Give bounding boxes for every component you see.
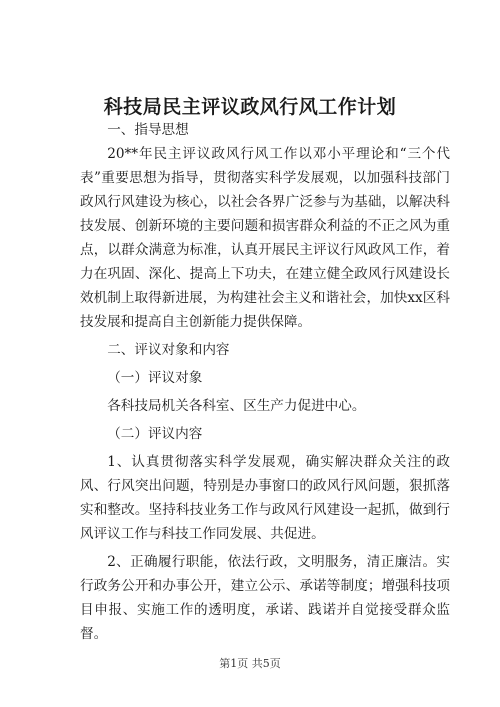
section-heading-guiding-ideology: 一、指导思想 [107,122,189,138]
subheading-review-objects: （一）评议对象 [107,370,203,386]
list-item-1: 1、认真贯彻落实科学发展观，确实解决群众关注的政风、行风突出问题，特别是办事窗口的政风行风问题，狠抓落实和整改。坚持科技业务工作与政风行风建设一起抓，做到行风评议工作与科技工作同发展、共促进。 [80,454,450,542]
document-body [80,118,450,646]
subheading-review-content: （二）评议内容 [107,426,203,442]
paragraph-guiding-ideology: 20**年民主评议政风行风工作以邓小平理论和“三个代表”重要思想为指导，贯彻落实科学发展观，以加强科技部门政风行风建设为核心，以社会各界广泛参与为基础，以解决科技发展、创新环境的主要问题和损害群众利益的不正之风为重点，以群众满意为标准，认真开展民主评议行风政风工作，着力在巩固、深化、提高上下功夫，在建立健全政风行风建设长效机制上取得新进展，为构建社会主义和谐社会，加快xx区科技发展和提高自主创新能力提供保障。 [80,146,450,330]
list-item-2: 2、正确履行职能，依法行政，文明服务，清正廉洁。实行政务公开和办事公开，建立公示、承诺等制度；增强科技项目申报、实施工作的透明度，承诺、践诺并自觉接受群众监督。 [80,554,450,642]
section-heading-review-targets: 二、评议对象和内容 [107,342,230,358]
document-title: 科技局民主评议政风行风工作计划 [103,96,397,118]
page-number-footer: 第1页 共5页 [219,657,281,670]
paragraph-review-objects: 各科技局机关各科室、区生产力促进中心。 [107,398,366,414]
